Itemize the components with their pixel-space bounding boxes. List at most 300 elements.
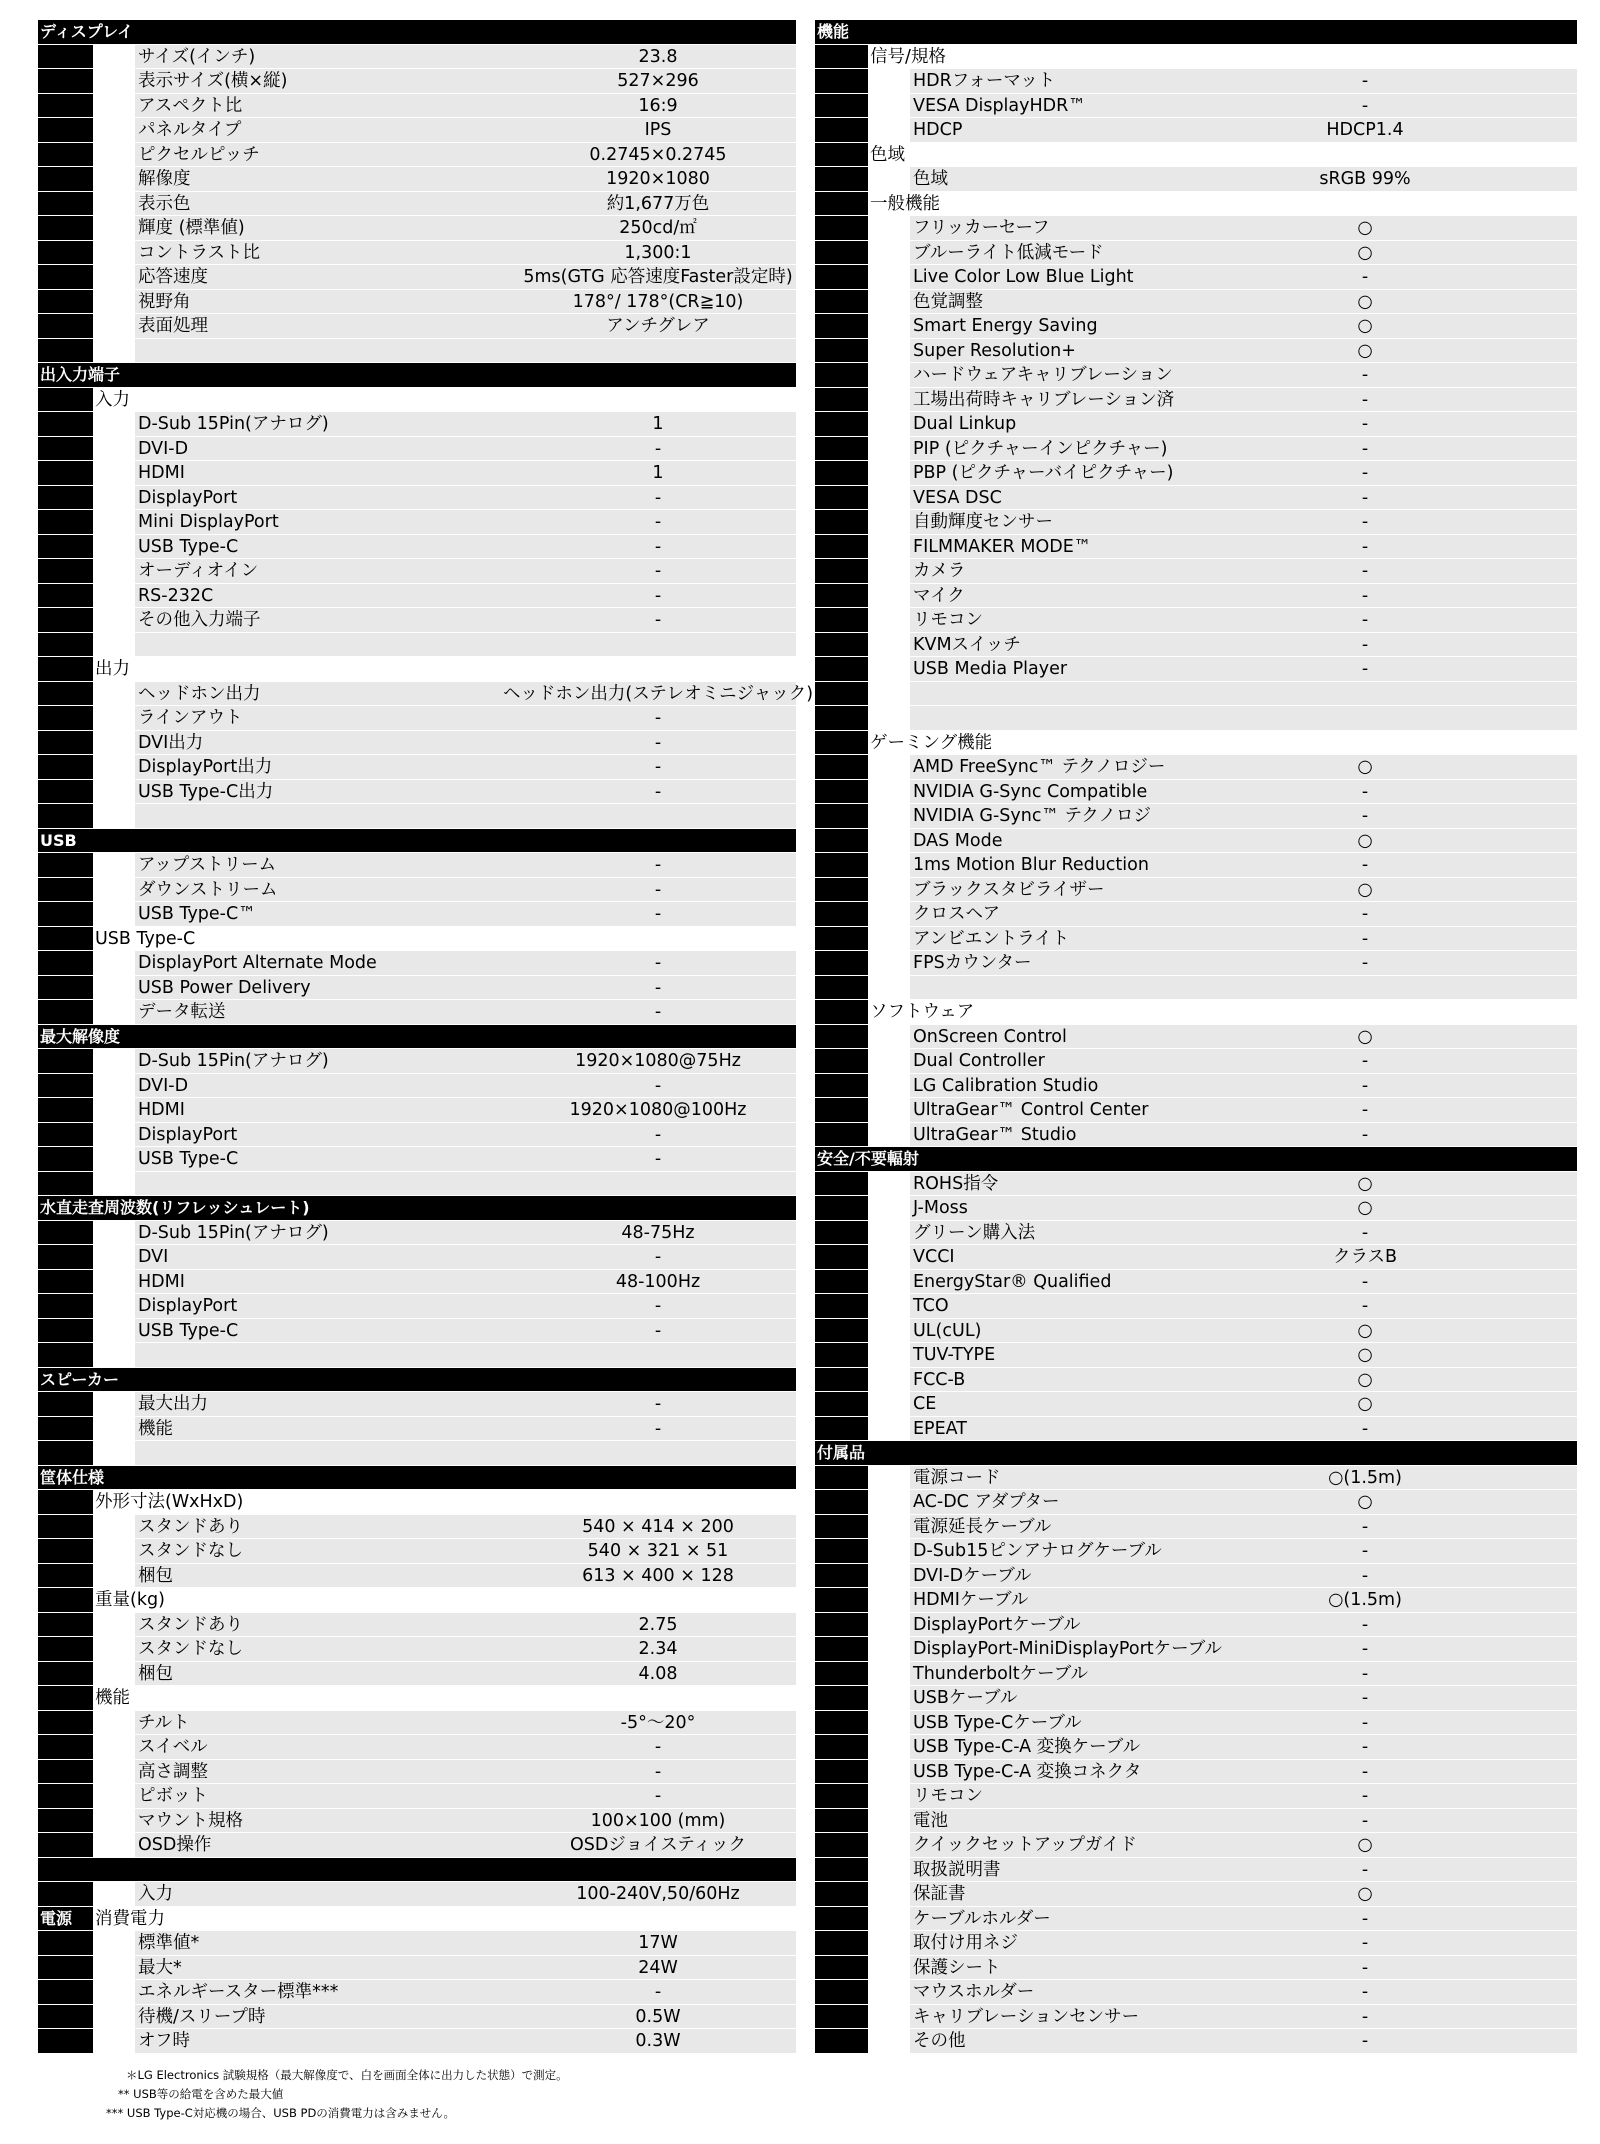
spec-row	[815, 412, 1577, 437]
group-row	[38, 1490, 796, 1515]
spec-row	[815, 755, 1577, 780]
spec-label: FPSカウンター	[913, 953, 1032, 973]
spec-label: HDMI	[138, 1271, 185, 1292]
spec-value: ○	[1357, 291, 1373, 312]
spec-value: -	[1361, 1712, 1369, 1733]
spec-label: UltraGear™ Control Center	[913, 1100, 1149, 1120]
spec-row	[815, 878, 1577, 903]
spec-label: 最大*	[138, 1957, 182, 1978]
spec-value: 0.5W	[635, 2006, 681, 2027]
spec-value: -	[1361, 1222, 1369, 1243]
spec-row	[38, 1417, 796, 1442]
spec-label: EnergyStar® Qualified	[913, 1271, 1112, 1292]
spec-value: HDCP1.4	[1326, 120, 1404, 140]
spec-value: ○(1.5m)	[1328, 1467, 1402, 1488]
spec-row	[38, 1147, 796, 1172]
spec-value: -	[1361, 512, 1369, 532]
spec-value: IPS	[644, 120, 672, 140]
spec-row	[815, 1466, 1577, 1491]
spec-label: リモコン	[913, 610, 983, 630]
spec-row	[38, 1221, 796, 1246]
spec-label: マウスホルダー	[913, 1982, 1035, 2002]
spec-value: -	[654, 757, 662, 777]
group-label: 信号/規格	[870, 46, 946, 67]
spec-label: 保護シート	[913, 1957, 1001, 1978]
spec-row	[38, 486, 796, 511]
spec-label: FCC-B	[913, 1369, 966, 1390]
spec-value: -	[1361, 855, 1369, 875]
spec-value: ○	[1357, 830, 1373, 851]
spec-label: 待機/スリープ時	[138, 2006, 266, 2027]
spec-row	[815, 241, 1577, 266]
spec-label: クイックセットアップガイド	[913, 1835, 1137, 1855]
spec-label: HDMI	[138, 463, 185, 483]
spec-label: ブラックスタビライザー	[913, 879, 1105, 900]
spec-value: -	[654, 953, 662, 973]
spec-row	[38, 1662, 796, 1687]
spec-label: ダウンストリーム	[138, 879, 278, 900]
spec-value: -	[1361, 1271, 1369, 1292]
spec-value: 613 × 400 × 128	[582, 1565, 734, 1586]
group-row	[38, 388, 796, 413]
spec-row	[815, 94, 1577, 119]
spec-row	[815, 1907, 1577, 1932]
spec-value: -	[1361, 1051, 1369, 1071]
spec-row	[38, 1539, 796, 1564]
section-header-label: 機能	[817, 22, 850, 41]
spec-label: 梱包	[138, 1663, 173, 1684]
spec-row	[815, 1711, 1577, 1736]
spec-row	[815, 1245, 1577, 1270]
spec-value: -	[654, 879, 662, 900]
spec-value: -	[654, 732, 662, 753]
group-row	[38, 1907, 796, 1932]
spec-value: 540 × 321 × 51	[587, 1541, 729, 1561]
spec-value: -	[1361, 71, 1369, 91]
spec-label: キャリブレーションセンサー	[913, 2006, 1140, 2027]
spec-label: Thunderboltケーブル	[913, 1663, 1088, 1684]
spec-label: マウント規格	[138, 1810, 243, 1831]
spec-row	[815, 1686, 1577, 1711]
spec-value: 2.34	[638, 1639, 678, 1659]
spec-row	[38, 731, 796, 756]
spec-label: ハードウェアキャリブレーション	[913, 365, 1173, 385]
spec-row	[815, 363, 1577, 388]
spec-value: ○(1.5m)	[1328, 1590, 1402, 1610]
section-header	[815, 20, 1577, 45]
spec-value: 5ms(GTG 応答速度Faster設定時)	[523, 267, 793, 287]
spec-row	[815, 633, 1577, 658]
spec-value: -	[1361, 1541, 1369, 1561]
spec-value: ○	[1357, 1345, 1373, 1365]
spec-row	[815, 388, 1577, 413]
spec-label: 色覚調整	[913, 291, 983, 312]
group-label: 外形寸法(WxHxD)	[95, 1492, 244, 1512]
spec-row	[815, 118, 1577, 143]
spec-label: Live Color Low Blue Light	[913, 267, 1134, 287]
spec-label: TCO	[913, 1296, 949, 1316]
spec-row	[815, 69, 1577, 94]
spec-value: -	[1361, 1100, 1369, 1120]
spec-label: ラインアウト	[138, 708, 243, 728]
empty-row	[38, 1172, 796, 1197]
section-header-label: 最大解像度	[40, 1026, 121, 1046]
spec-value: -	[1361, 1810, 1369, 1831]
spec-row	[815, 1539, 1577, 1564]
spec-value: -	[654, 438, 662, 459]
spec-value: -	[1361, 806, 1369, 826]
spec-row	[815, 1564, 1577, 1589]
spec-row	[815, 902, 1577, 927]
spec-row	[38, 755, 796, 780]
spec-label: オーディオイン	[138, 561, 259, 581]
group-label: 入力	[95, 389, 130, 410]
spec-value: -	[1361, 585, 1369, 606]
spec-value: 0.3W	[635, 2031, 681, 2051]
spec-value: -	[654, 708, 662, 728]
spec-label: 電池	[913, 1810, 948, 1831]
spec-value: -5°～20°	[620, 1712, 696, 1733]
group-label: 消費電力	[95, 1908, 165, 1929]
spec-value: -	[654, 1737, 662, 1757]
spec-row	[815, 1760, 1577, 1785]
spec-label: スタンドなし	[138, 1541, 243, 1561]
spec-row	[38, 951, 796, 976]
spec-value: ヘッドホン出力(ステレオミニジャック)	[502, 683, 814, 704]
spec-row	[38, 1515, 796, 1540]
spec-label: VESA DisplayHDR™	[913, 95, 1086, 116]
group-row	[815, 1000, 1577, 1025]
spec-value: ○	[1357, 1198, 1373, 1218]
spec-value: -	[654, 610, 662, 630]
section-header	[38, 1368, 796, 1393]
spec-row	[815, 314, 1577, 339]
spec-value: ○	[1357, 1026, 1373, 1047]
spec-value: -	[654, 1982, 662, 2002]
spec-label: マイク	[913, 585, 965, 606]
spec-label: USB Type-C-A 変換コネクタ	[913, 1761, 1142, 1782]
spec-label: Mini DisplayPort	[138, 512, 279, 532]
spec-label: フリッカーセーフ	[913, 218, 1050, 238]
spec-row	[815, 1809, 1577, 1834]
spec-row	[815, 1392, 1577, 1417]
spec-row	[815, 1049, 1577, 1074]
spec-value: -	[654, 487, 662, 508]
section-header	[38, 363, 796, 388]
spec-value: 527×296	[617, 71, 699, 91]
footnote-2: ** USB等の給電を含めた最大値	[118, 2087, 284, 2101]
spec-value: ○	[1357, 242, 1373, 263]
group-row	[815, 143, 1577, 168]
spec-value: -	[1361, 610, 1369, 630]
spec-row	[38, 1270, 796, 1295]
spec-row	[38, 1123, 796, 1148]
spec-value: -	[654, 1320, 662, 1341]
group-label: 色域	[870, 144, 905, 165]
spec-label: 色域	[913, 169, 948, 189]
spec-value: -	[1361, 1516, 1369, 1537]
group-label: ゲーミング機能	[870, 732, 993, 753]
spec-label: USB Type-C	[138, 1320, 239, 1341]
spec-value: -	[654, 1786, 662, 1806]
spec-label: J-Moss	[913, 1198, 968, 1218]
section-header-label: 付属品	[817, 1443, 866, 1462]
spec-value: -	[1361, 904, 1369, 924]
spec-row	[38, 1760, 796, 1785]
spec-row	[38, 1392, 796, 1417]
spec-value: -	[1361, 536, 1369, 557]
spec-row	[815, 1515, 1577, 1540]
spec-label: HDRフォーマット	[913, 71, 1056, 91]
spec-value: -	[1361, 2031, 1369, 2051]
spec-row	[815, 1319, 1577, 1344]
spec-value: 0.2745×0.2745	[589, 144, 727, 165]
spec-value: -	[654, 512, 662, 532]
spec-row	[815, 1025, 1577, 1050]
spec-label: 標準値*	[138, 1933, 200, 1953]
spec-value: -	[1361, 781, 1369, 802]
empty-row	[38, 339, 796, 364]
spec-value: 1920×1080@75Hz	[575, 1051, 741, 1071]
spec-row	[815, 1858, 1577, 1883]
spec-row	[38, 682, 814, 707]
spec-value: -	[654, 904, 662, 924]
spec-label: HDCP	[913, 120, 963, 140]
spec-label: D-Sub 15Pin(アナログ)	[138, 1051, 329, 1071]
section-header-label: ディスプレイ	[40, 22, 134, 41]
spec-label: 入力	[138, 1884, 173, 1904]
spec-label: ピボット	[138, 1786, 208, 1806]
spec-label: ケーブルホルダー	[913, 1908, 1051, 1929]
spec-label: DVI-Dケーブル	[913, 1565, 1032, 1586]
spec-label: USB Type-Cケーブル	[913, 1712, 1082, 1733]
spec-label: D-Sub15ピンアナログケーブル	[913, 1541, 1162, 1561]
spec-value: sRGB 99%	[1319, 169, 1411, 189]
section-header	[38, 1858, 796, 1883]
spec-row	[38, 878, 796, 903]
spec-row	[38, 143, 796, 168]
spec-value: -	[654, 1149, 662, 1169]
spec-row	[38, 1000, 796, 1025]
spec-label: 応答速度	[138, 267, 208, 287]
spec-label: UL(cUL)	[913, 1320, 982, 1341]
spec-value: -	[1361, 1761, 1369, 1782]
spec-label: DVI	[138, 1247, 169, 1267]
spec-label: LG Calibration Studio	[913, 1075, 1099, 1096]
spec-label: AC-DC アダプター	[913, 1492, 1060, 1512]
spec-label: NVIDIA G-Sync™ テクノロジ	[913, 806, 1151, 826]
spec-value: -	[1361, 1639, 1369, 1659]
spec-label: USB Power Delivery	[138, 977, 311, 998]
spec-label: UltraGear™ Studio	[913, 1124, 1077, 1145]
empty-row	[815, 706, 1577, 731]
spec-row	[38, 69, 796, 94]
spec-row	[815, 1490, 1577, 1515]
spec-label: Smart Energy Saving	[913, 316, 1098, 336]
spec-label: カメラ	[913, 561, 966, 581]
section-header	[38, 1025, 796, 1050]
spec-row	[38, 535, 796, 560]
spec-row	[38, 1245, 796, 1270]
spec-value: -	[1361, 1124, 1369, 1145]
section-header-label: 筐体仕様	[40, 1467, 105, 1487]
spec-row	[38, 192, 796, 217]
spec-label: DisplayPort Alternate Mode	[138, 953, 377, 973]
spec-label: DisplayPort-MiniDisplayPortケーブル	[913, 1639, 1223, 1659]
spec-row	[38, 1931, 796, 1956]
spec-row	[38, 216, 796, 241]
spec-value: 17W	[638, 1933, 678, 1953]
group-label: ソフトウェア	[870, 1002, 975, 1022]
spec-row	[815, 1588, 1577, 1613]
spec-label: RS-232C	[138, 585, 214, 606]
spec-value: -	[1361, 1859, 1369, 1880]
spec-row	[38, 1074, 796, 1099]
spec-row	[815, 1343, 1577, 1368]
group-label: 重量(kg)	[95, 1590, 165, 1610]
spec-value: -	[1361, 2006, 1369, 2027]
spec-label: USB Type-C™	[138, 904, 256, 924]
spec-value: -	[1361, 634, 1369, 655]
spec-row	[38, 853, 796, 878]
spec-label: VESA DSC	[913, 487, 1002, 508]
spec-label: HDMIケーブル	[913, 1590, 1029, 1610]
spec-row	[815, 2029, 1577, 2054]
spec-value: -	[654, 1124, 662, 1145]
spec-row	[38, 608, 796, 633]
spec-label: DisplayPort出力	[138, 757, 273, 777]
spec-row	[38, 290, 796, 315]
spec-value: OSDジョイスティック	[569, 1835, 747, 1855]
spec-row	[38, 2029, 796, 2054]
spec-label: DisplayPort	[138, 1124, 238, 1145]
spec-label: CE	[913, 1394, 937, 1414]
spec-row	[815, 437, 1577, 462]
spec-row	[815, 216, 1577, 241]
spec-label: Dual Controller	[913, 1051, 1045, 1071]
spec-label: NVIDIA G-Sync Compatible	[913, 781, 1148, 802]
spec-label: チルト	[138, 1712, 190, 1733]
spec-value: -	[1361, 95, 1369, 116]
spec-value: -	[654, 1761, 662, 1782]
spec-value: 250cd/㎡	[619, 218, 697, 238]
spec-row	[815, 510, 1577, 535]
spec-label: Super Resolution+	[913, 340, 1076, 361]
empty-row	[38, 804, 796, 829]
spec-label: USBケーブル	[913, 1688, 1018, 1708]
spec-row	[38, 1956, 796, 1981]
spec-row	[815, 167, 1577, 192]
spec-row	[38, 902, 796, 927]
group-row	[38, 657, 796, 682]
spec-value: -	[654, 536, 662, 557]
group-row	[815, 45, 1577, 70]
spec-value: -	[1361, 1933, 1369, 1953]
spec-row	[38, 1882, 796, 1907]
spec-value: ○	[1357, 1369, 1373, 1390]
spec-row	[815, 608, 1577, 633]
spec-value: -	[654, 781, 662, 802]
spec-row	[815, 1613, 1577, 1638]
spec-label: 高さ調整	[138, 1761, 208, 1782]
spec-row	[815, 461, 1577, 486]
spec-row	[815, 657, 1577, 682]
spec-row	[38, 1564, 796, 1589]
spec-value: ○	[1357, 1173, 1373, 1194]
spec-label: USB Type-C出力	[138, 781, 274, 802]
spec-row	[38, 1711, 796, 1736]
spec-value: ○	[1357, 1394, 1373, 1414]
footnotes	[100, 2066, 568, 2123]
spec-row	[815, 535, 1577, 560]
spec-row	[38, 584, 796, 609]
spec-row	[38, 94, 796, 119]
spec-row	[815, 1662, 1577, 1687]
group-row	[38, 1686, 796, 1711]
spec-row	[38, 1613, 796, 1638]
section-header	[38, 20, 796, 45]
spec-row	[38, 118, 796, 143]
spec-label: コントラスト比	[138, 242, 260, 263]
spec-label: サイズ(インチ)	[138, 46, 256, 67]
section-header	[815, 1441, 1577, 1466]
spec-label: ピクセルピッチ	[138, 144, 260, 165]
group-label: 機能	[95, 1688, 130, 1708]
spec-label: DisplayPort	[138, 1296, 238, 1316]
spec-row	[38, 314, 796, 339]
spec-row	[38, 412, 796, 437]
spec-row	[38, 559, 796, 584]
left-spec-table	[38, 20, 814, 2054]
spec-value: 1920×1080@100Hz	[569, 1100, 747, 1120]
spec-label: 電源コード	[913, 1467, 1001, 1488]
spec-label: スタンドあり	[138, 1516, 243, 1537]
spec-value: 16:9	[638, 95, 678, 116]
spec-row	[815, 559, 1577, 584]
group-label: USB Type-C	[95, 928, 196, 949]
group-row	[815, 192, 1577, 217]
spec-label: 取扱説明書	[913, 1859, 1001, 1880]
spec-value: 約1,677万色	[606, 193, 710, 214]
spec-row	[38, 510, 796, 535]
spec-value: -	[654, 1296, 662, 1316]
section-header-label: 水直走査周波数(リフレッシュレート)	[40, 1198, 310, 1217]
spec-label: 視野角	[138, 291, 191, 312]
spec-value: -	[1361, 267, 1369, 287]
spec-label: 表面処理	[138, 316, 208, 336]
spec-value: -	[1361, 463, 1369, 483]
group-row	[38, 927, 796, 952]
spec-row	[38, 265, 796, 290]
empty-row	[38, 1441, 796, 1466]
spec-row	[815, 2005, 1577, 2030]
spec-row	[815, 951, 1577, 976]
section-header	[38, 1196, 796, 1221]
spec-label: KVMスイッチ	[913, 634, 1021, 655]
spec-label: TUV-TYPE	[913, 1345, 996, 1365]
group-row	[815, 731, 1577, 756]
spec-row	[815, 1784, 1577, 1809]
spec-row	[38, 1735, 796, 1760]
spec-label: 輝度 (標準値)	[138, 218, 245, 238]
empty-row	[815, 682, 1577, 707]
spec-value: -	[1361, 928, 1369, 949]
spec-label: DisplayPortケーブル	[913, 1614, 1081, 1635]
spec-value: 4.08	[638, 1663, 678, 1684]
spec-label: 電源延長ケーブル	[913, 1516, 1052, 1537]
spec-row	[815, 1833, 1577, 1858]
spec-label: PIP (ピクチャーインピクチャー)	[913, 438, 1168, 459]
